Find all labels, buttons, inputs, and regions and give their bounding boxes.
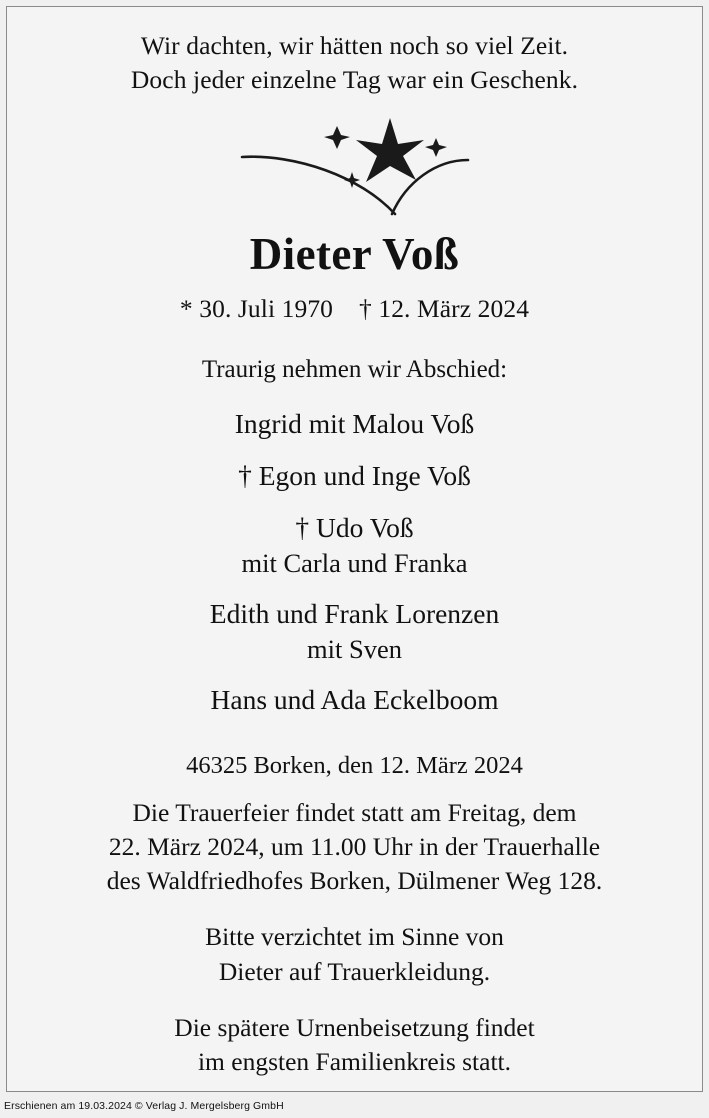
- birth-date: * 30. Juli 1970: [179, 294, 334, 324]
- deceased-name: Dieter Voß: [249, 229, 460, 280]
- mourner-main: Edith und Frank Lorenzen: [209, 598, 500, 629]
- verse-block: [131, 29, 578, 96]
- list-item: [210, 510, 499, 580]
- list-item: [210, 406, 499, 442]
- list-item: [210, 682, 499, 718]
- closing-line-2: im engsten Familienkreis statt.: [197, 1046, 512, 1076]
- farewell-intro: Traurig nehmen wir Abschied:: [201, 356, 508, 384]
- shooting-star-emblem: [240, 110, 470, 220]
- dress-code-request: [205, 920, 504, 988]
- publication-footer: Erschienen am 19.03.2024 © Verlag J. Mergelsberg GmbH: [4, 1100, 284, 1112]
- list-item: [210, 596, 499, 666]
- request-line-1: Bitte verzichtet im Sinne von: [205, 922, 504, 952]
- mourner-main: † Udo Voß: [295, 511, 414, 543]
- ceremony-line-2: 22. März 2024, um 11.00 Uhr in der Trauerhalle: [108, 832, 601, 862]
- burial-note: [174, 1011, 534, 1079]
- mourner-main: Ingrid mit Malou Voß: [234, 408, 475, 440]
- place-and-date: 46325 Borken, den 12. März 2024: [186, 751, 523, 779]
- verse-line-1: Wir dachten, wir hätten noch so viel Zeit.: [140, 31, 569, 60]
- mourner-main: † Egon und Inge Voß: [238, 460, 471, 492]
- mourner-sub: mit Carla und Franka: [241, 547, 468, 578]
- life-dates: [180, 294, 529, 324]
- mourners-list: [210, 406, 499, 718]
- closing-line-1: Die spätere Urnenbeisetzung findet: [174, 1012, 535, 1042]
- ceremony-details: [107, 796, 603, 898]
- obituary-notice-card: [6, 6, 703, 1092]
- ceremony-line-3: des Waldfriedhofes Borken, Dülmener Weg 128.: [106, 866, 603, 896]
- ceremony-line-1: Die Trauerfeier findet statt am Freitag, dem: [132, 797, 577, 827]
- mourner-sub: mit Sven: [307, 633, 402, 664]
- list-item: [210, 458, 499, 494]
- death-date: † 12. März 2024: [359, 294, 530, 324]
- verse-line-2: Doch jeder einzelne Tag war ein Geschenk.: [130, 64, 579, 94]
- request-line-2: Dieter auf Trauerkleidung.: [218, 956, 491, 986]
- mourner-main: Hans und Ada Eckelboom: [210, 684, 499, 716]
